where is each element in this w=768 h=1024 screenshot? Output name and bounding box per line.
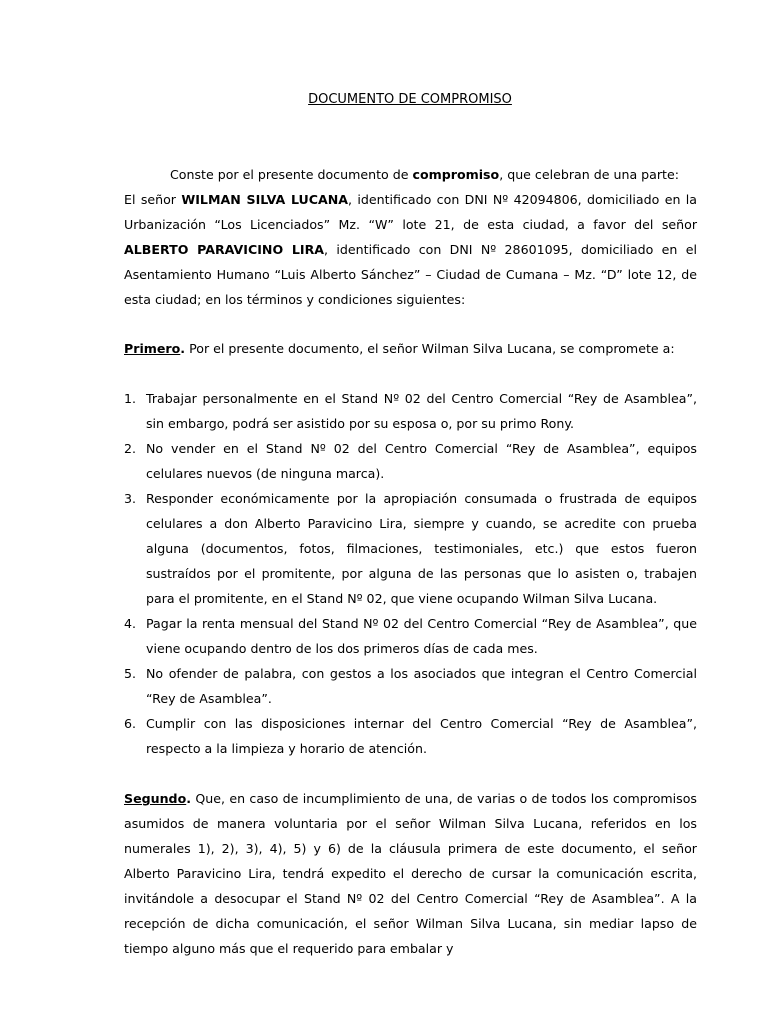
intro-first-line — [124, 162, 697, 187]
list-item-text: Cumplir con las disposiciones internar del Centro Comercial “Rey de Asamblea”, respecto a la limpieza y horario de atención. — [146, 716, 697, 756]
list-item-number: 2. — [124, 441, 137, 456]
spacer — [124, 361, 697, 386]
clause-segundo — [124, 786, 697, 961]
list-item — [124, 386, 697, 436]
clause-primero — [124, 336, 697, 361]
list-item-text: Trabajar personalmente en el Stand Nº 02 del Centro Comercial “Rey de Asamblea”, sin embargo, podrá ser asistido por su esposa o, por su primo Rony. — [146, 391, 697, 431]
intro-p-mid: , identificado con DNI Nº 42094806, domiciliado en la Urbanización “Los Licenciados” Mz. “W” lote 21, de esta ciudad, a favor del señor — [124, 192, 697, 232]
list-item-number: 5. — [124, 666, 137, 681]
list-item — [124, 611, 697, 661]
intro-line1-bold: compromiso — [412, 167, 500, 182]
intro-paragraph — [124, 187, 697, 312]
document-body — [124, 162, 697, 961]
clause-segundo-dot: . — [186, 791, 192, 806]
list-item — [124, 661, 697, 711]
list-item-number: 1. — [124, 391, 137, 406]
spacer — [124, 761, 697, 786]
clause-segundo-text: Que, en caso de incumplimiento de una, de varias o de todos los compromisos asumidos de manera voluntaria por el señor Wilman Silva Lucana, referidos en los numerales 1), 2), 3), 4), 5) y 6) de la cláusula primera de este documento, el señor Alberto Paravicino Lira, tendrá expedito el derecho de cursar la comunicación escrita, invitándole a desocupar el Stand Nº 02 del Centro Comercial “Rey de Asamblea”. A la recepción de dicha comunicación, el señor Wilman Silva Lucana, sin mediar lapso de tiempo alguno más que el requerido para embalar y — [124, 791, 697, 956]
list-item-text: No ofender de palabra, con gestos a los asociados que integran el Centro Comercial “Rey de Asamblea”. — [146, 666, 697, 706]
intro-line1-post: , que celebran de una parte: — [499, 167, 679, 182]
list-item — [124, 486, 697, 611]
clause-segundo-heading: Segundo — [124, 791, 187, 806]
intro-p-post: , identificado con DNI Nº 28601095, domiciliado en el Asentamiento Humano “Luis Alberto Sánchez” – Ciudad de Cumana – Mz. “D” lote 12, de esta ciudad; en los términos y condiciones siguientes: — [124, 242, 697, 307]
party2-name: ALBERTO PARAVICINO LIRA — [124, 242, 325, 257]
spacer — [124, 312, 697, 336]
document-title: DOCUMENTO DE COMPROMISO — [308, 92, 512, 107]
intro-p-pre: El señor — [124, 192, 182, 207]
commitments-list — [124, 386, 697, 761]
list-item-number: 3. — [124, 491, 137, 506]
list-item-text: Responder económicamente por la apropiación consumada o frustrada de equipos celulares a don Alberto Paravicino Lira, siempre y cuando, se acredite con prueba alguna (documentos, fotos, filmaciones, testimoniales, etc.) que estos fueron sustraídos por el promitente, por alguna de las personas que lo asisten o, trabajen para el promitente, en el Stand Nº 02, que viene ocupando Wilman Silva Lucana. — [146, 491, 697, 606]
clause-primero-dot: . — [180, 341, 186, 356]
list-item-number: 4. — [124, 616, 137, 631]
list-item — [124, 711, 697, 761]
list-item-number: 6. — [124, 716, 137, 731]
clause-primero-text: Por el presente documento, el señor Wilman Silva Lucana, se compromete a: — [185, 341, 675, 356]
list-item-text: No vender en el Stand Nº 02 del Centro Comercial “Rey de Asamblea”, equipos celulares nuevos (de ninguna marca). — [146, 441, 697, 481]
intro-line1-pre: Conste por el presente documento de — [170, 167, 413, 182]
party1-name: WILMAN SILVA LUCANA — [181, 192, 349, 207]
list-item-text: Pagar la renta mensual del Stand Nº 02 del Centro Comercial “Rey de Asamblea”, que viene ocupando dentro de los dos primeros días de cada mes. — [146, 616, 697, 656]
clause-primero-heading: Primero — [124, 341, 181, 356]
list-item — [124, 436, 697, 486]
